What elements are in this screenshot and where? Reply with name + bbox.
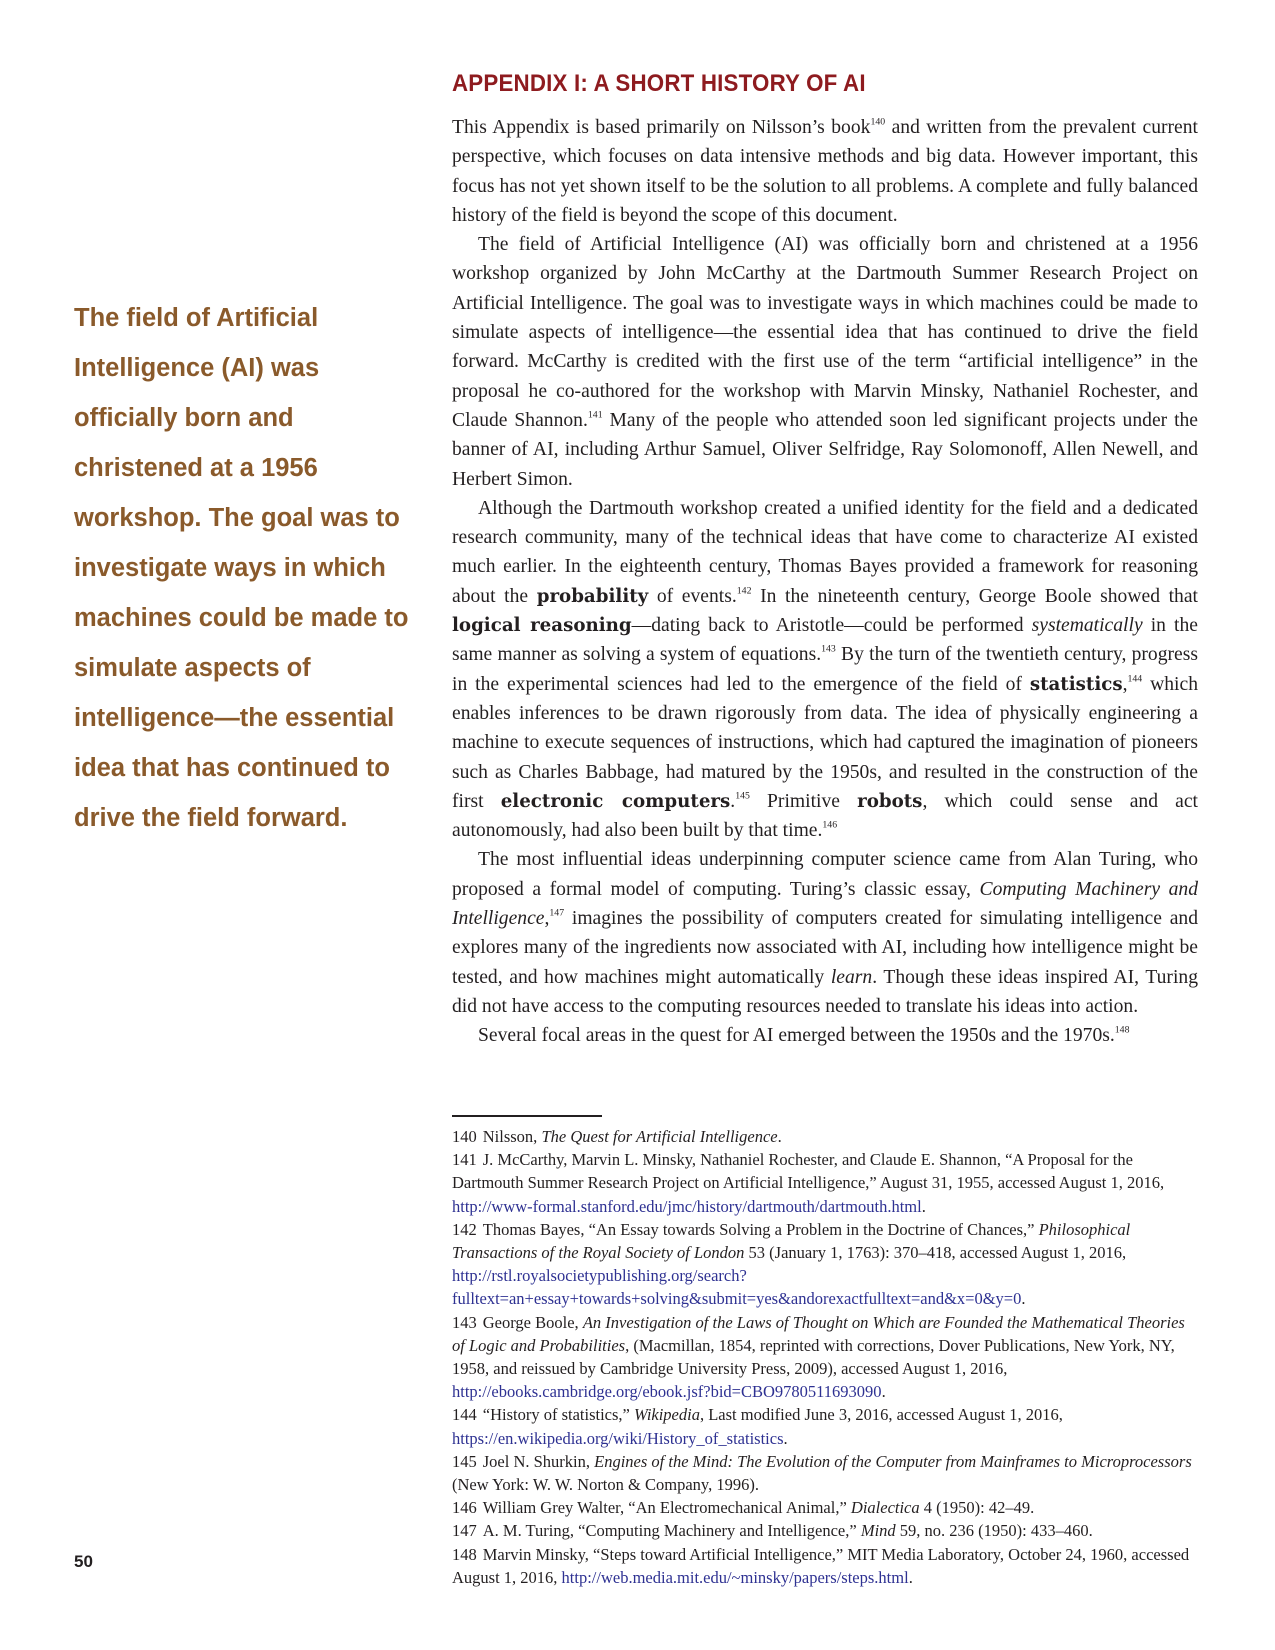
footnote-number: 148 [452,1544,477,1564]
reference-link[interactable]: http://www-formal.stanford.edu/jmc/history/dartmouth/dartmouth.html [452,1196,922,1216]
body-text [452,113,1198,1051]
footnote [452,1543,1198,1589]
body-paragraph [452,113,1198,230]
text-run: , (Macmillan, 1854, reprinted with corrections, Dover Publications, New York, NY, 1958, and reissued by Cambridge University Press, 2009), accessed August 1, 2016, [452,1335,1175,1379]
text-run: . [908,1567,913,1587]
italic-text: Wikipedia [633,1405,700,1425]
text-run: , [544,908,550,930]
text-run: . [777,1127,782,1146]
text-run: 4 (1950): 42–49. [919,1498,1035,1518]
text-run: Several focal areas in the quest for AI emerged between the 1950s and the 1970s. [478,1025,1115,1047]
footnote-number: 144 [452,1405,477,1425]
text-run: and written from the prevalent current perspective, which focuses on data intensive methods and big data. However important, this focus has not yet shown itself to be the solution to all problems. A complete and fully balanced history of the field is beyond the scope of this document. [452,117,1198,226]
text-run: Although the Dartmouth workshop created a unified identity for the field and a dedicated research community, many of the technical ideas that have come to characterize AI existed much earlier. In the eighteenth century, Thomas Bayes provided a framework for reasoning about the [452,497,1198,607]
text-run: , which could sense and act autonomously, had also been built by that time. [452,790,1199,842]
italic-text: learn [830,966,873,988]
text-run: . [921,1196,926,1216]
italic-text: Engines of the Mind: The Evolution of the Computer from Mainframes to Microprocessors [594,1451,1192,1471]
footnote-ref: 141 [587,409,603,421]
footnote-number: 147 [452,1521,477,1541]
text-run: Marvin Minsky, “Steps toward Artificial Intelligence,” MIT Media Laboratory, October 24, 1960, accessed August 1, 2016, [452,1544,1190,1587]
body-paragraph [452,1021,1198,1050]
text-run: , [1122,673,1128,695]
footnote [452,1218,1198,1311]
text-run: The most influential ideas underpinning computer science came from Alan Turing, who proposed a formal model of computing. Turing’s classic essay, [452,849,1198,900]
footnote-number: 143 [452,1312,477,1332]
page-number: 50 [74,1552,93,1571]
text-run: 53 (January 1, 1763): 370–418, accessed August 1, 2016, [744,1243,1127,1263]
pull-quote: The field of Artificial Intelligence (AI) was officially born and christened at a 1956 workshop. The goal was to investigate ways in which machines could be made to simulate aspects of intelligence—the essential idea that has continued to drive the field forward. [74,304,409,832]
key-term: electronic computers [500,790,731,812]
text-run: 59, no. 236 (1950): 433–460. [895,1521,1093,1541]
footnote-number: 146 [452,1498,477,1518]
footnote-ref: 148 [1114,1024,1130,1036]
italic-text: Mind [860,1521,896,1541]
text-run: . [881,1382,886,1402]
text-run: in the same manner as solving a system of equations. [452,615,1198,666]
reference-link[interactable]: https://en.wikipedia.org/wiki/History_of_statistics [452,1428,784,1448]
body-paragraph [452,845,1198,1021]
footnote [452,1311,1198,1404]
footnote [452,1496,1198,1519]
footnote-number: 145 [452,1451,477,1471]
footnote [452,1148,1198,1218]
footnote [452,1403,1198,1449]
text-run: Joel N. Shurkin, [482,1451,595,1471]
key-term: robots [857,790,923,812]
footnote-number: 142 [452,1219,477,1239]
text-run: . [1021,1289,1026,1309]
text-run: Thomas Bayes, “An Essay towards Solving a Problem in the Doctrine of Chances,” [482,1219,1039,1239]
text-run: William Grey Walter, “An Electromechanical Animal,” [482,1498,851,1518]
italic-text: An Investigation of the Laws of Thought on Which are Founded the Mathematical Theories of Logic and Probabilities [452,1312,1185,1355]
text-run: of events. [648,585,737,607]
footnote-number: 141 [452,1150,477,1170]
text-run: Primitive [749,790,858,812]
italic-text: Dialectica [850,1498,920,1518]
reference-link[interactable]: http://rstl.royalsocietypublishing.org/search?fulltext=an+essay+towards+solving&submit=yes&andorexactfulltext=and&x=0&y=0 [452,1266,1022,1309]
footnote-ref: 145 [735,790,750,802]
text-run: The field of Artificial Intelligence (AI) was officially born and christened at a 1956 workshop organized by John McCarthy at the Dartmouth Summer Research Project on Artificial Intelligence. The goal was to investigate ways in which machines could be made to simulate aspects of intelligence—the essential idea that has continued to drive the field forward. McCarthy is credited with the first use of the term “artificial intelligence” in the proposal he co-authored for the workshop with Marvin Minsky, Nathaniel Rochester, and Claude Shannon. [452,234,1198,431]
text-run: Many of the people who attended soon led significant projects under the banner of AI, including Arthur Samuel, Oliver Selfridge, Ray Solomonoff, Allen Newell, and Herbert Simon. [452,409,1199,490]
footnote-ref: 147 [549,907,565,919]
footnote [452,1519,1198,1542]
page-heading: APPENDIX I: A SHORT HISTORY OF AI [452,70,866,97]
footnote-divider [452,1115,602,1117]
italic-text: Computing Machinery and Intelligence [452,878,1199,930]
text-run: . Though these ideas inspired AI, Turing did not have access to the computing resources needed to translate his ideas into action. [452,966,1198,1017]
text-run: J. McCarthy, Marvin L. Minsky, Nathaniel Rochester, and Claude E. Shannon, “A Proposal for the Dartmouth Summer Research Project on Artificial Intelligence,” August 31, 1955, accessed August 1, 2016, [452,1150,1165,1193]
text-run: imagines the possibility of computers created for simulating intelligence and explores many of the ingredients now associated with AI, including how intelligence might be tested, and how machines might automatically [452,908,1198,988]
text-run: “History of statistics,” [482,1405,634,1425]
key-term: probability [536,585,649,607]
text-run: . [730,790,736,812]
italic-text: The Quest for Artificial Intelligence [541,1127,778,1146]
key-term: statistics [1029,673,1123,695]
text-run: Nilsson, [482,1127,542,1146]
italic-text: systematically [1031,615,1143,637]
footnote-ref: 144 [1127,673,1143,685]
footnote [452,1450,1198,1496]
text-run: . [783,1428,788,1448]
text-run: which enables inferences to be drawn rigorously from data. The idea of physically engineering a machine to execute sequences of instructions, which had captured the imagination of pioneers such as Charles Babbage, had matured by the 1950s, and resulted in the construction of the first [452,673,1198,812]
text-run: This Appendix is based primarily on Nilsson’s book [452,117,871,138]
reference-link[interactable]: http://web.media.mit.edu/~minsky/papers/steps.html [561,1567,909,1587]
italic-text: Philosophical Transactions of the Royal Society of London [452,1219,1131,1263]
footnote-number: 140 [452,1127,477,1146]
key-term: logical reasoning [452,615,632,637]
footnote [452,1125,1198,1148]
footnote-ref: 142 [736,585,752,597]
body-paragraph [452,494,1198,846]
footnote-ref: 140 [870,116,886,128]
text-run: —dating back to Aristotle—could be performed [631,615,1032,637]
footnotes [452,1125,1198,1589]
text-run: George Boole, [482,1312,583,1332]
text-run: By the turn of the twentieth century, progress in the experimental sciences had led to the emergence of the field of [452,644,1198,695]
footnote-ref: 143 [821,644,836,656]
text-run: , Last modified June 3, 2016, accessed August 1, 2016, [699,1405,1063,1425]
text-run: (New York: W. W. Norton & Company, 1996). [452,1475,759,1495]
reference-link[interactable]: http://ebooks.cambridge.org/ebook.jsf?bid=CBO9780511693090 [452,1382,882,1402]
body-paragraph [452,230,1198,494]
text-run: A. M. Turing, “Computing Machinery and Intelligence,” [482,1521,861,1541]
text-run: In the nineteenth century, George Boole showed that [751,585,1198,607]
footnote-ref: 146 [822,819,838,831]
